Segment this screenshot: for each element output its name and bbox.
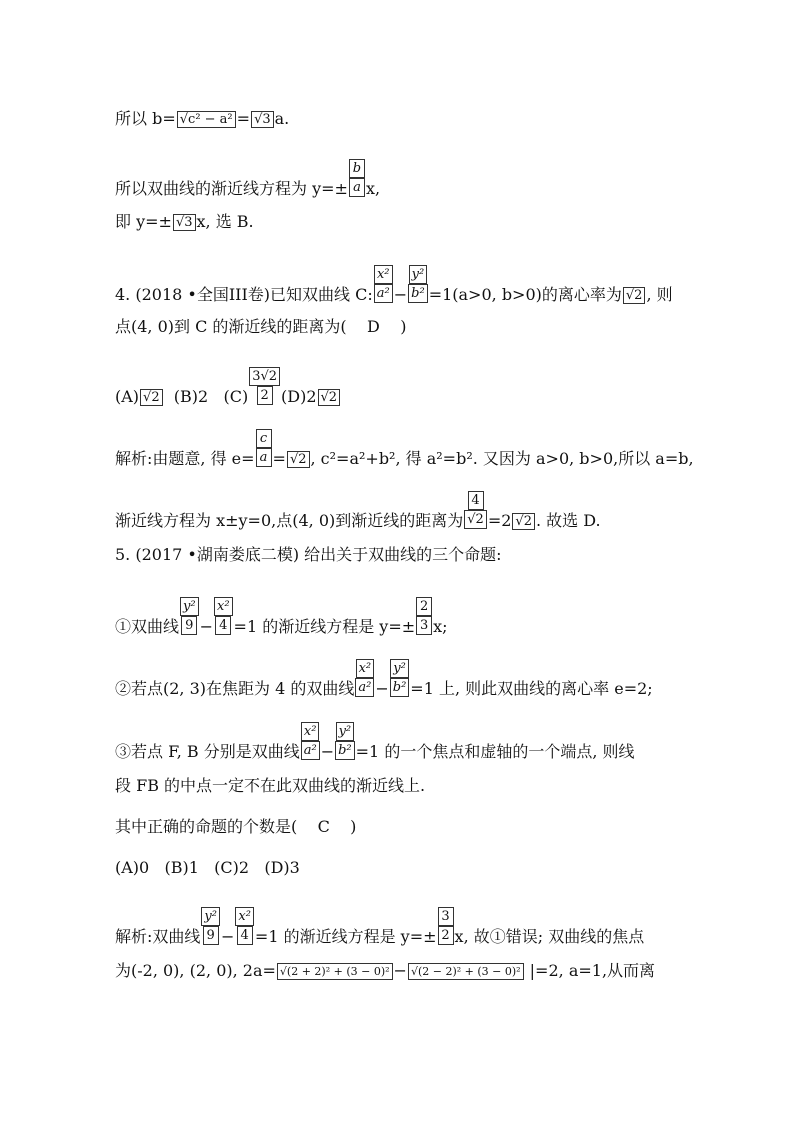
fraction bbox=[235, 907, 254, 945]
fraction-numerator: x² bbox=[356, 659, 375, 678]
formula-box: √3 bbox=[173, 214, 196, 231]
text: ①双曲线 bbox=[115, 617, 180, 636]
text: − bbox=[393, 961, 407, 980]
fraction-denominator: a bbox=[349, 178, 365, 197]
text: 点(4, 0)到 C 的渐近线的距离为( D ) bbox=[115, 317, 407, 336]
text: =2 bbox=[487, 511, 512, 530]
formula-box: √(2 − 2)² + (3 − 0)² bbox=[408, 963, 524, 980]
fraction bbox=[408, 265, 428, 303]
text: − bbox=[393, 285, 408, 304]
solution-5-line-1 bbox=[115, 909, 645, 956]
proposition-3-line-1 bbox=[115, 724, 635, 771]
fraction-numerator: b bbox=[349, 159, 365, 178]
fraction-numerator: y² bbox=[390, 659, 409, 678]
text: − bbox=[320, 742, 335, 761]
solution-4-line-1 bbox=[115, 431, 694, 478]
fraction-denominator: 2 bbox=[257, 386, 273, 405]
text-line bbox=[115, 211, 254, 233]
text: − bbox=[375, 679, 389, 698]
fraction-numerator: y² bbox=[201, 907, 220, 926]
question-5-options bbox=[115, 857, 300, 879]
fraction-denominator: 4 bbox=[237, 926, 253, 945]
question-4-line-2 bbox=[115, 316, 406, 338]
text: 渐近线方程为 x±y=0,点(4, 0)到渐近线的距离为 bbox=[115, 511, 464, 530]
fraction bbox=[256, 429, 272, 467]
question-5-prompt bbox=[115, 816, 356, 838]
fraction-denominator: b² bbox=[390, 678, 410, 697]
fraction-denominator: 4 bbox=[215, 616, 231, 635]
formula-box: √2 bbox=[623, 287, 646, 304]
text: 5. (2017 •湖南娄底二模) 给出关于双曲线的三个命题: bbox=[115, 545, 502, 564]
fraction-numerator: c bbox=[256, 429, 272, 448]
fraction-denominator: 9 bbox=[203, 926, 219, 945]
question-5-title bbox=[115, 544, 502, 566]
text: , c²=a²+b², 得 a²=b². 又因为 a>0, b>0,所以 a=b, bbox=[310, 449, 694, 468]
fraction-denominator: a² bbox=[355, 678, 374, 697]
fraction bbox=[464, 491, 487, 529]
formula-box: √3 bbox=[251, 111, 274, 128]
text: x, bbox=[365, 179, 381, 198]
text: |=2, a=1,从而离 bbox=[524, 961, 656, 980]
text: =1 的渐近线方程是 y=± bbox=[233, 617, 416, 636]
fraction bbox=[374, 265, 393, 303]
fraction-numerator: x² bbox=[214, 597, 233, 616]
fraction-numerator: x² bbox=[301, 722, 320, 741]
fraction-numerator: y² bbox=[409, 265, 428, 284]
text-line bbox=[115, 161, 381, 208]
fraction bbox=[438, 907, 454, 945]
text: (B)2 (C) bbox=[163, 387, 249, 406]
text: , 则 bbox=[646, 285, 673, 304]
text-line bbox=[115, 108, 289, 130]
text: x; bbox=[433, 617, 448, 636]
fraction-numerator: x² bbox=[374, 265, 393, 284]
text: − bbox=[220, 927, 235, 946]
solution-5-line-2 bbox=[115, 960, 655, 982]
text: a. bbox=[274, 109, 290, 128]
text: 解析:由题意, 得 e= bbox=[115, 449, 255, 468]
fraction-denominator: √2 bbox=[464, 510, 487, 529]
fraction bbox=[201, 907, 220, 945]
fraction-denominator: a² bbox=[301, 741, 320, 760]
text: = bbox=[236, 109, 251, 128]
text: 为(-2, 0), (2, 0), 2a= bbox=[115, 961, 276, 980]
text: =1(a>0, b>0)的离心率为 bbox=[428, 285, 622, 304]
fraction-denominator: 9 bbox=[181, 616, 197, 635]
formula-box: √2 bbox=[287, 451, 310, 468]
fraction bbox=[249, 367, 280, 405]
text: ③若点 F, B 分别是双曲线 bbox=[115, 742, 300, 761]
text: 即 y=± bbox=[115, 212, 172, 231]
text: 其中正确的命题的个数是( C ) bbox=[115, 817, 357, 836]
text: . 故选 D. bbox=[535, 511, 601, 530]
formula-box: √2 bbox=[512, 513, 535, 530]
text: =1 上, 则此双曲线的离心率 e=2; bbox=[410, 679, 653, 698]
text: =1 的渐近线方程是 y=± bbox=[254, 927, 437, 946]
text: 段 FB 的中点一定不在此双曲线的渐近线上. bbox=[115, 776, 426, 795]
text: 所以 b= bbox=[115, 109, 176, 128]
fraction-numerator: x² bbox=[235, 907, 254, 926]
text: (D)2 bbox=[281, 387, 317, 406]
text: = bbox=[272, 449, 286, 468]
fraction-denominator: a bbox=[256, 448, 272, 467]
question-4-line-1 bbox=[115, 267, 673, 314]
fraction-numerator: y² bbox=[336, 722, 355, 741]
fraction bbox=[214, 597, 233, 635]
fraction-numerator: 4 bbox=[468, 491, 484, 510]
fraction-denominator: 2 bbox=[438, 926, 454, 945]
proposition-2 bbox=[115, 661, 653, 708]
fraction-denominator: b² bbox=[408, 284, 428, 303]
formula-box: √2 bbox=[318, 389, 341, 406]
text: (A)0 (B)1 (C)2 (D)3 bbox=[115, 858, 300, 877]
solution-4-line-2 bbox=[115, 493, 601, 540]
text: − bbox=[199, 617, 213, 636]
fraction-numerator: 2 bbox=[416, 597, 432, 616]
text: =1 的一个焦点和虚轴的一个端点, 则线 bbox=[355, 742, 635, 761]
formula-box: √2 bbox=[140, 389, 163, 406]
question-4-options bbox=[115, 369, 341, 416]
fraction bbox=[355, 659, 374, 697]
text: x, 选 B. bbox=[196, 212, 254, 231]
formula-box: √(2 + 2)² + (3 − 0)² bbox=[277, 963, 393, 980]
proposition-1 bbox=[115, 599, 448, 646]
text: x, 故①错误; 双曲线的焦点 bbox=[454, 927, 645, 946]
text: ②若点(2, 3)在焦距为 4 的双曲线 bbox=[115, 679, 355, 698]
fraction-numerator: 3 bbox=[438, 907, 454, 926]
text: 解析:双曲线 bbox=[115, 927, 201, 946]
formula-box: √c² − a² bbox=[177, 111, 236, 128]
text: (A) bbox=[115, 387, 140, 406]
text: 所以双曲线的渐近线方程为 y=± bbox=[115, 179, 348, 198]
fraction bbox=[301, 722, 320, 760]
fraction bbox=[335, 722, 355, 760]
proposition-3-line-2 bbox=[115, 775, 425, 797]
fraction-denominator: b² bbox=[335, 741, 355, 760]
fraction bbox=[180, 597, 199, 635]
fraction bbox=[416, 597, 432, 635]
text: 4. (2018 •全国III卷)已知双曲线 C: bbox=[115, 285, 373, 304]
fraction bbox=[390, 659, 410, 697]
fraction-numerator: y² bbox=[180, 597, 199, 616]
fraction-numerator: 3√2 bbox=[249, 367, 280, 386]
fraction-denominator: a² bbox=[374, 284, 393, 303]
fraction-denominator: 3 bbox=[416, 616, 432, 635]
fraction bbox=[349, 159, 365, 197]
